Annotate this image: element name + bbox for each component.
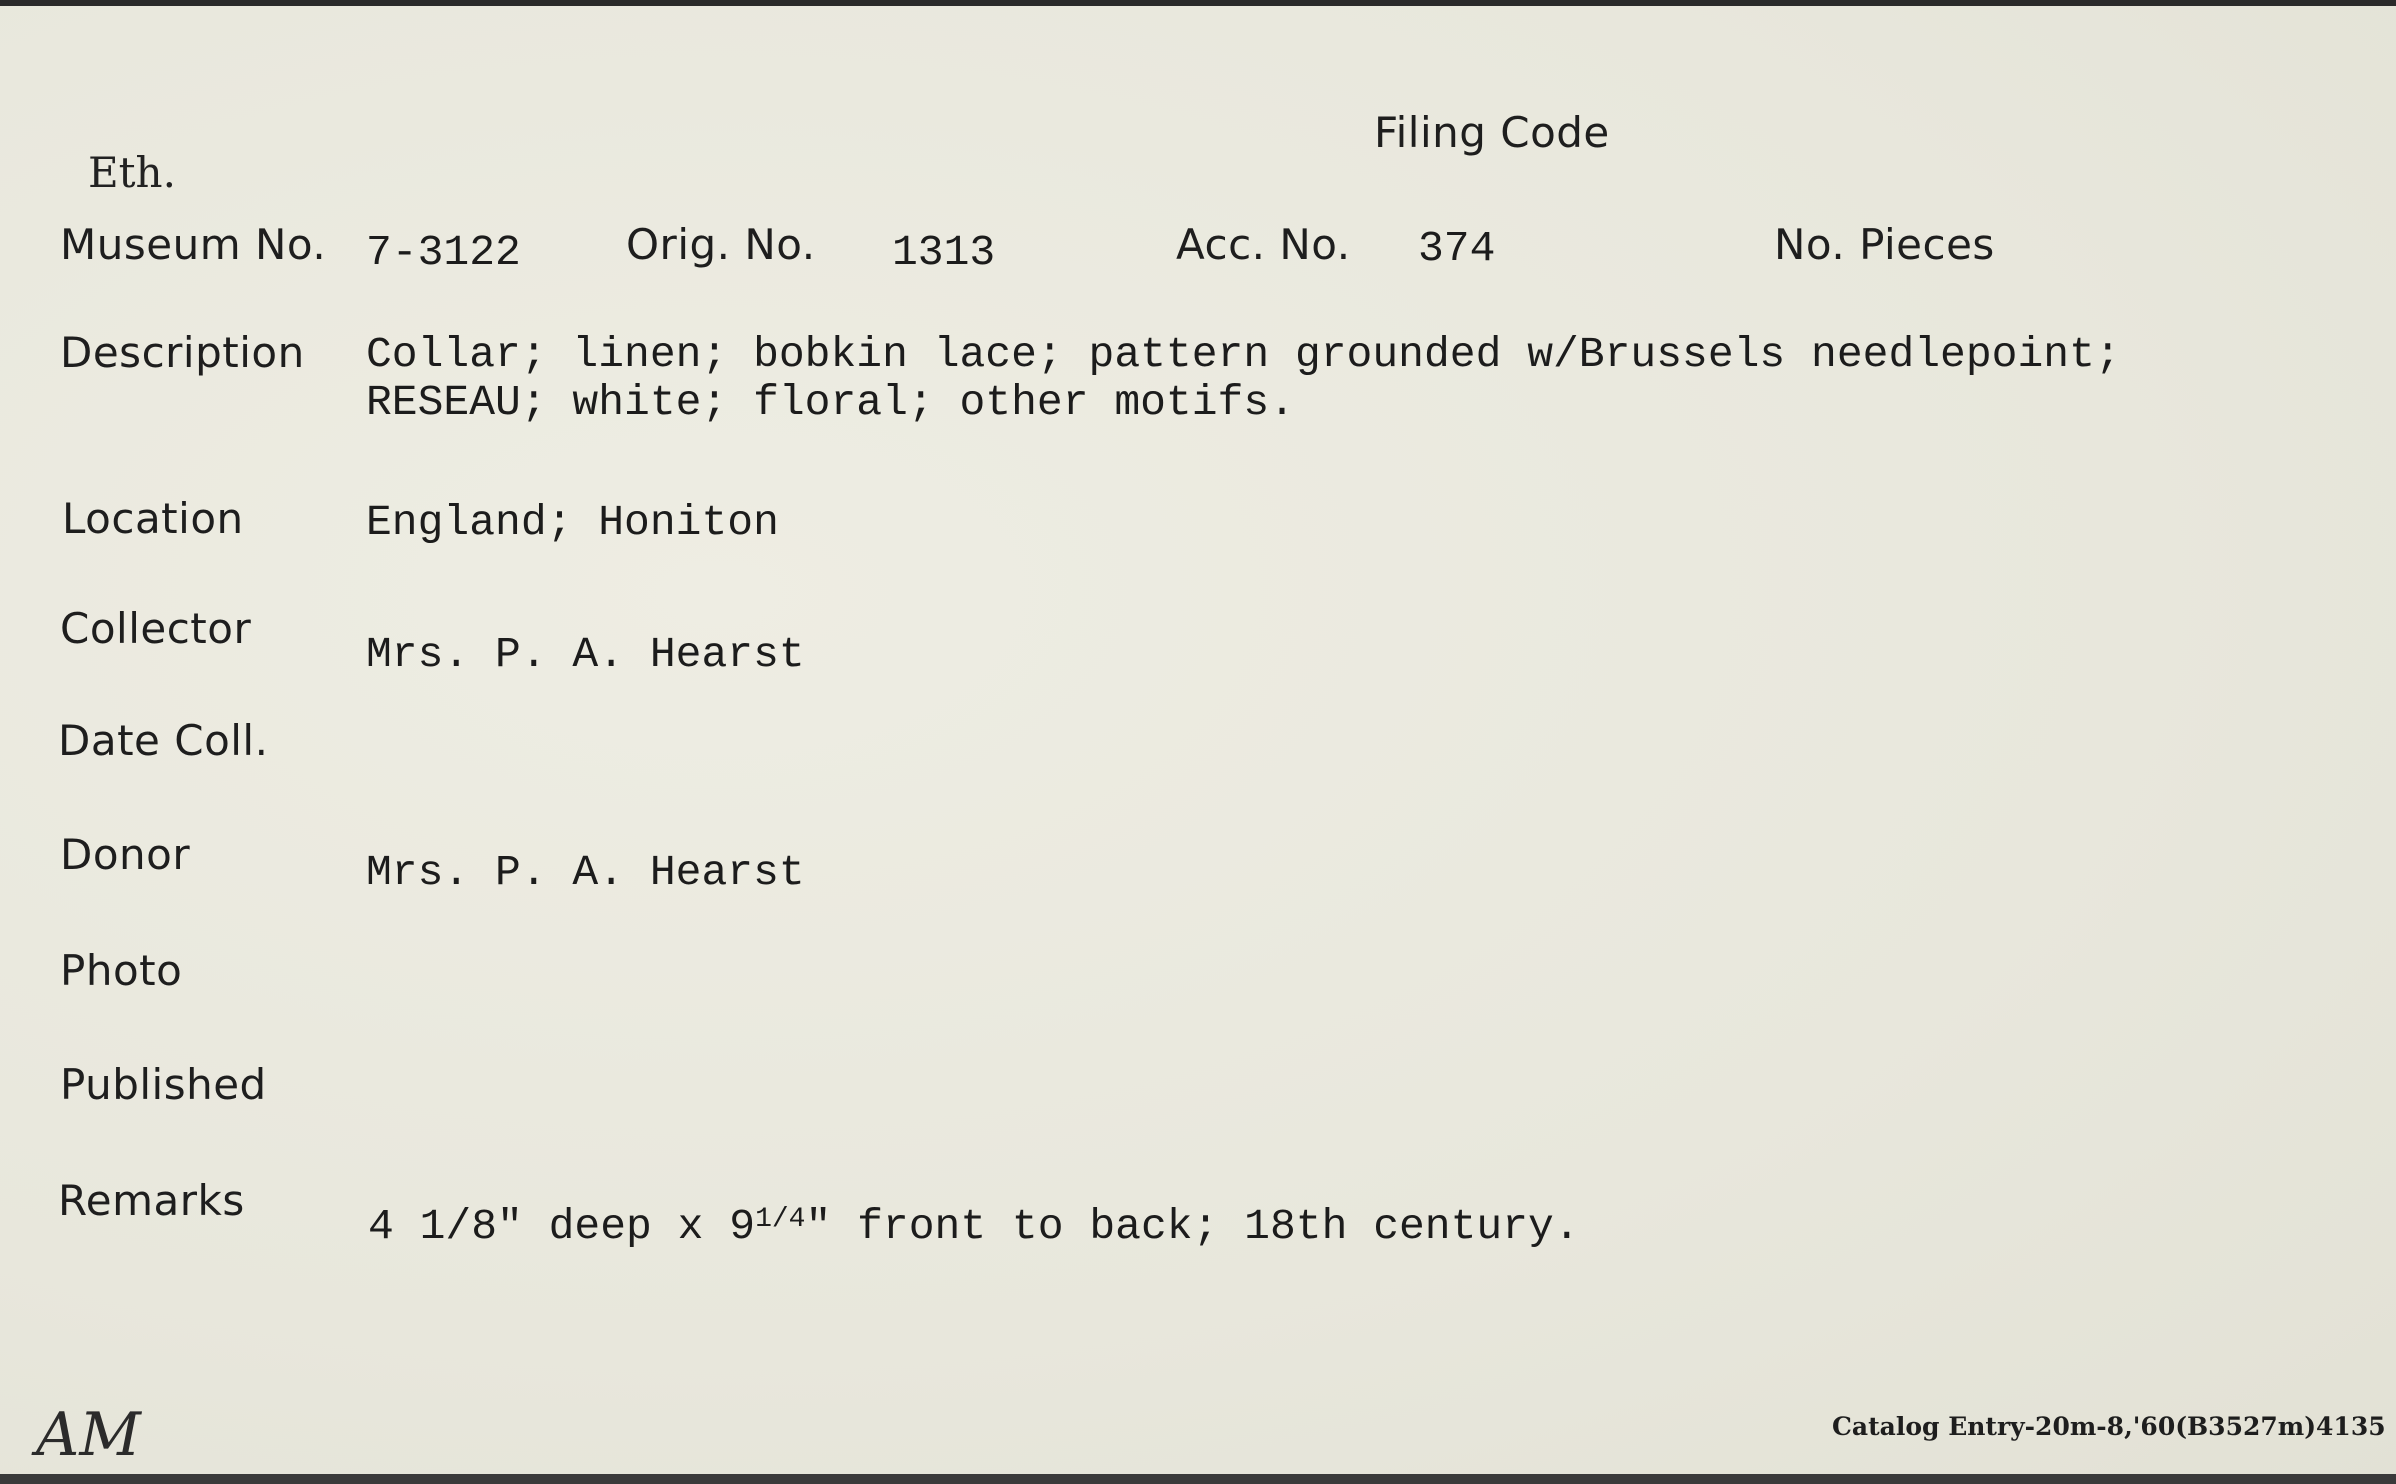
orig-no-label: Orig. No. (626, 220, 816, 269)
card-bottom-edge (0, 1474, 2396, 1484)
department-mark: Eth. (88, 148, 176, 197)
card-top-edge (0, 0, 2396, 6)
donor-value: Mrs. P. A. Hearst (366, 848, 805, 897)
catalog-entry-footer: Catalog Entry-20m-8,'60(B3527m)4135 (1832, 1412, 2386, 1441)
orig-no-value: 1313 (892, 228, 996, 277)
date-coll-label: Date Coll. (58, 716, 269, 765)
description-line-1: Collar; linen; bobkin lace; pattern grounded w/Brussels needlepoint; (366, 330, 2121, 379)
donor-label: Donor (60, 830, 191, 879)
no-pieces-label: No. Pieces (1774, 220, 1995, 269)
museum-no-value: 7-3122 (366, 228, 521, 277)
published-label: Published (60, 1060, 267, 1109)
remarks-text-start: 4 1/8" deep x 9 (368, 1202, 756, 1251)
description-label: Description (60, 328, 305, 377)
acc-no-label: Acc. No. (1176, 220, 1351, 269)
handwritten-initials: AM (36, 1400, 141, 1470)
remarks-text-end: " front to back; 18th century. (805, 1202, 1580, 1251)
photo-label: Photo (60, 946, 183, 995)
description-line-2: RESEAU; white; floral; other motifs. (366, 378, 1295, 427)
remarks-fraction: 1/4 (755, 1204, 806, 1235)
remarks-label: Remarks (58, 1176, 245, 1225)
filing-code-label: Filing Code (1374, 108, 1610, 157)
collector-value: Mrs. P. A. Hearst (366, 630, 805, 679)
remarks-value (368, 1202, 1580, 1251)
museum-no-label: Museum No. (60, 220, 327, 269)
collector-label: Collector (60, 604, 252, 653)
acc-no-value: 374 (1418, 224, 1496, 273)
location-label: Location (62, 494, 244, 543)
location-value: England; Honiton (366, 498, 779, 547)
